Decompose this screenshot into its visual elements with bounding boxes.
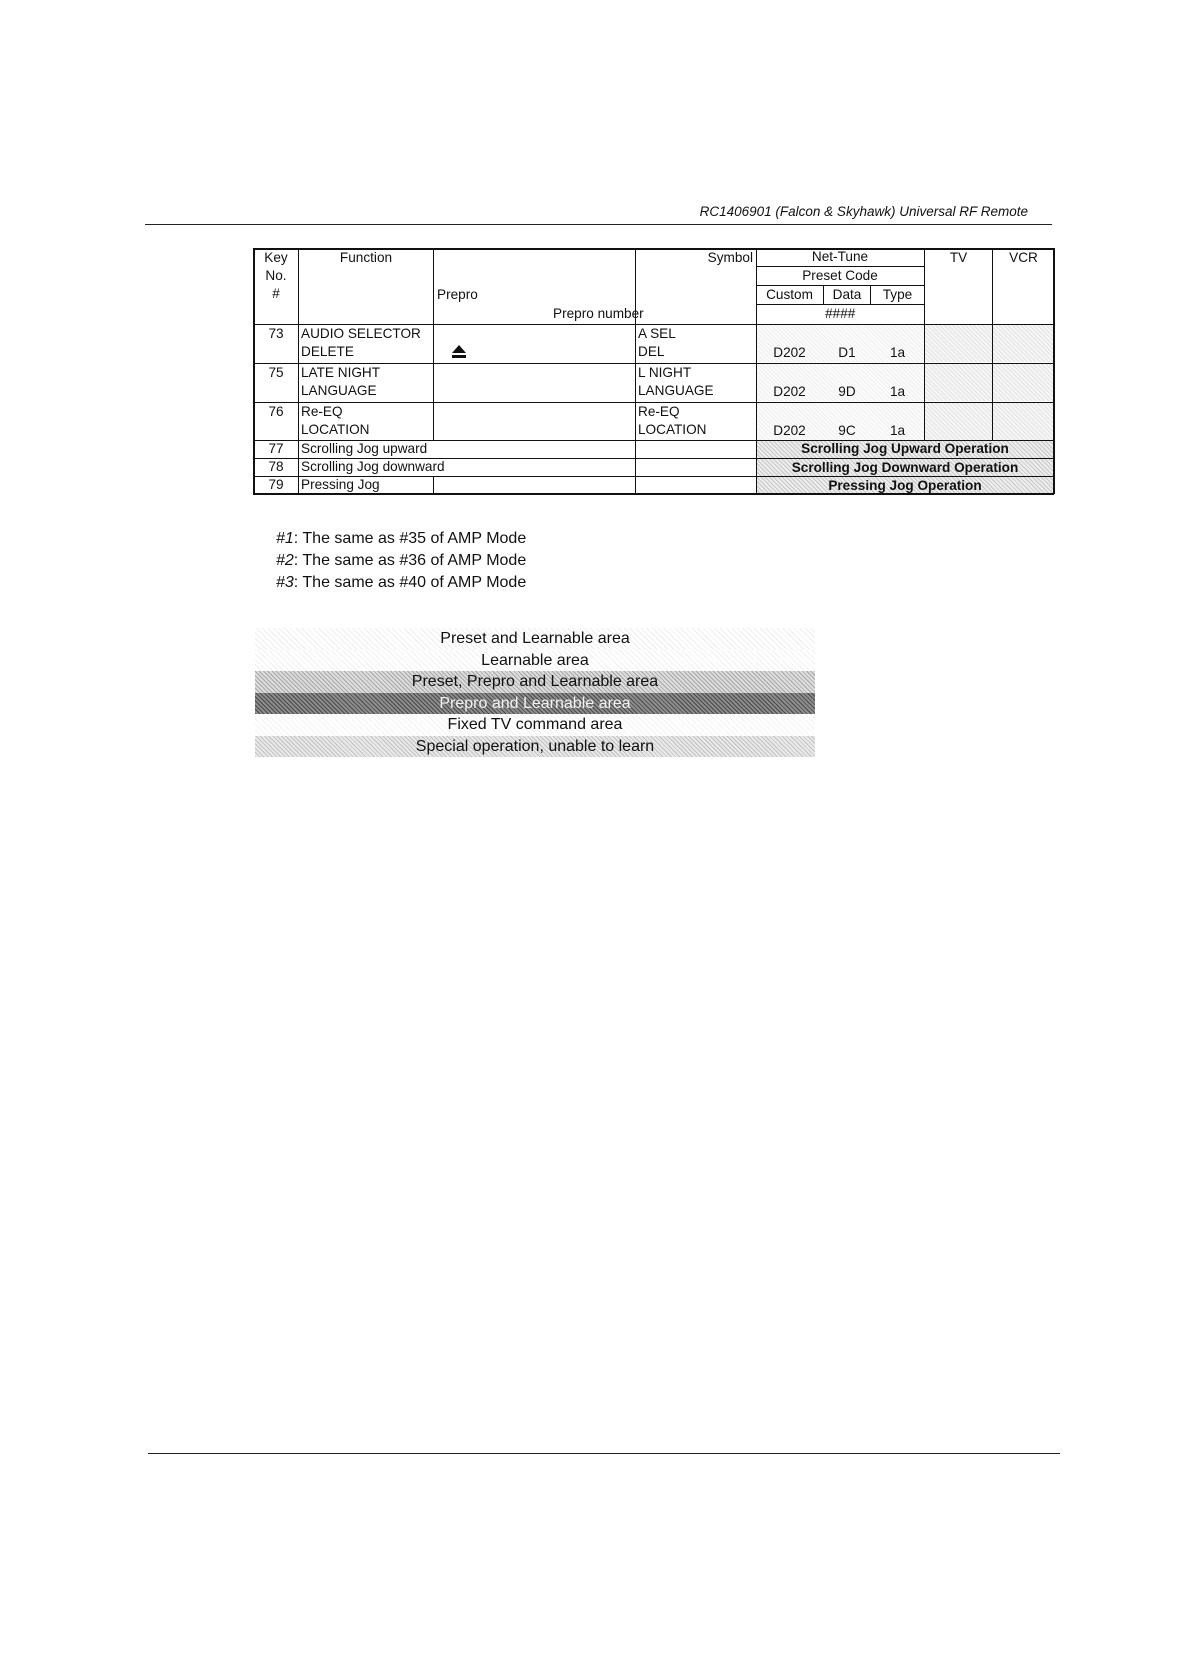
legend-special-operation: Special operation, unable to learn	[255, 736, 815, 758]
header-key-no: Key No. #	[264, 250, 288, 301]
header-symbol: Symbol	[707, 250, 753, 265]
vcr-shade-76	[993, 402, 1054, 440]
header-data: Data	[832, 287, 862, 302]
header-preset-code: Preset Code	[802, 268, 878, 283]
function-78: Scrolling Jog downward	[301, 459, 445, 474]
header-function: Function	[339, 250, 393, 265]
custom-75: D202	[773, 384, 806, 399]
tv-shade-75	[925, 363, 992, 401]
function-73: AUDIO SELECTOR DELETE	[301, 326, 421, 359]
page-header-title: RC1406901 (Falcon & Skyhawk) Universal RF Remote	[699, 204, 1028, 219]
key-78: 78	[268, 459, 284, 474]
data-75: 9D	[838, 384, 856, 399]
custom-76: D202	[773, 423, 806, 438]
symbol-75: L NIGHT LANGUAGE	[638, 365, 714, 398]
key-77: 77	[268, 441, 284, 456]
key-76: 76	[268, 404, 284, 419]
function-77: Scrolling Jog upward	[301, 441, 428, 456]
header-custom: Custom	[766, 287, 813, 302]
type-76: 1a	[889, 423, 906, 438]
custom-73: D202	[773, 345, 806, 360]
special-operation-77: Scrolling Jog Upward Operation	[756, 440, 1054, 458]
legend	[255, 628, 815, 757]
tv-shade-76	[925, 402, 992, 440]
type-75: 1a	[889, 384, 906, 399]
type-73: 1a	[889, 345, 906, 360]
symbol-76: Re-EQ LOCATION	[638, 404, 707, 437]
legend-preset-prepro-learnable: Preset, Prepro and Learnable area	[255, 671, 815, 693]
special-operation-78: Scrolling Jog Downward Operation	[756, 459, 1054, 476]
header-prepro-number: Prepro number	[553, 306, 644, 321]
header-prepro: Prepro	[437, 287, 478, 302]
legend-learnable: Learnable area	[255, 650, 815, 672]
tv-shade-73	[925, 324, 992, 362]
header-vcr: VCR	[1009, 250, 1038, 265]
header-type: Type	[882, 287, 913, 302]
header-hash: ####	[824, 306, 856, 321]
header-tv: TV	[949, 250, 968, 265]
vcr-shade-75	[993, 363, 1054, 401]
special-operation-79: Pressing Jog Operation	[756, 477, 1054, 494]
legend-fixed-tv: Fixed TV command area	[255, 714, 815, 736]
footnote: #1: The same as #35 of AMP Mode	[276, 530, 527, 547]
footer-rule	[148, 1453, 1060, 1454]
legend-prepro-learnable: Prepro and Learnable area	[255, 693, 815, 715]
header-net-tune: Net-Tune	[811, 249, 869, 264]
key-table	[253, 248, 1054, 494]
key-79: 79	[268, 477, 284, 492]
eject-icon	[451, 345, 467, 359]
legend-preset-learnable: Preset and Learnable area	[255, 628, 815, 650]
data-73: D1	[838, 345, 856, 360]
key-73: 73	[268, 326, 284, 341]
data-76: 9C	[838, 423, 856, 438]
key-75: 75	[268, 365, 284, 380]
vcr-shade-73	[993, 324, 1054, 362]
symbol-73: A SEL DEL	[638, 326, 676, 359]
function-76: Re-EQ LOCATION	[301, 404, 370, 437]
function-75: LATE NIGHT LANGUAGE	[301, 365, 381, 398]
header-rule	[145, 224, 1052, 225]
function-79: Pressing Jog	[301, 477, 380, 492]
footnote: #3: The same as #40 of AMP Mode	[276, 574, 527, 591]
footnotes	[276, 528, 526, 594]
footnote: #2: The same as #36 of AMP Mode	[276, 552, 527, 569]
